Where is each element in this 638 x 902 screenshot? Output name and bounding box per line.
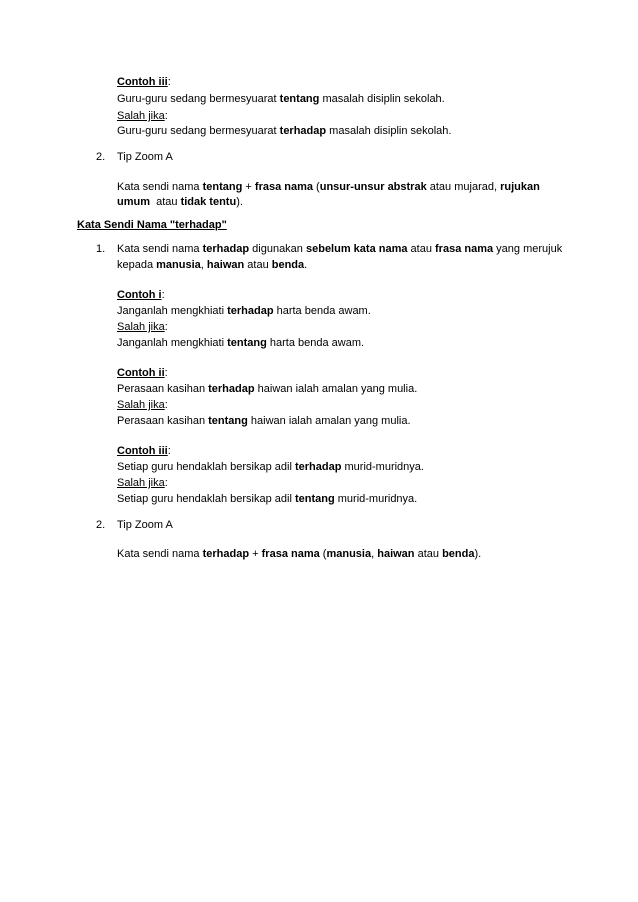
list-number: 2. [96,151,106,163]
example-iii-label-line: Contoh iii: [117,76,171,88]
example-correct-sentence: Janganlah mengkhiati terhadap harta benda awam. [117,305,371,317]
tip-rule-line: Kata sendi nama terhadap + frasa nama (manusia, haiwan atau benda). [117,548,482,560]
rule-line-1: Kata sendi nama terhadap digunakan sebelum kata nama atau frasa nama yang merujuk [117,243,563,255]
wrong-if-label-line: Salah jika: [117,110,168,122]
example-label: Contoh iii [117,76,168,88]
wrong-if-label: Salah jika [117,477,165,489]
example-i-label-line: Contoh i: [117,289,165,301]
list-number: 2. [96,519,106,531]
wrong-if-label: Salah jika [117,321,165,333]
wrong-if-label-line: Salah jika: [117,399,168,411]
list-number: 1. [96,243,106,255]
example-iii-label-line: Contoh iii: [117,445,171,457]
example-label: Contoh iii [117,445,168,457]
section-heading: Kata Sendi Nama "terhadap" [77,219,227,231]
example-wrong-sentence: Guru-guru sedang bermesyuarat terhadap masalah disiplin sekolah. [117,125,452,137]
example-correct-sentence: Perasaan kasihan terhadap haiwan ialah amalan yang mulia. [117,383,418,395]
example-wrong-sentence: Perasaan kasihan tentang haiwan ialah amalan yang mulia. [117,415,411,427]
wrong-if-label: Salah jika [117,399,165,411]
wrong-if-label-line: Salah jika: [117,321,168,333]
wrong-if-label-line: Salah jika: [117,477,168,489]
example-label: Contoh ii [117,367,165,379]
example-label: Contoh i [117,289,162,301]
example-wrong-sentence: Janganlah mengkhiati tentang harta benda awam. [117,337,365,349]
example-wrong-sentence: Setiap guru hendaklah bersikap adil tentang murid-muridnya. [117,493,418,505]
tip-rule-line-2: umum atau tidak tentu). [117,196,243,208]
wrong-if-label: Salah jika [117,110,165,122]
example-ii-label-line: Contoh ii: [117,367,168,379]
tip-rule-line-1: Kata sendi nama tentang + frasa nama (unsur-unsur abstrak atau mujarad, rujukan [117,181,540,193]
example-correct-sentence: Guru-guru sedang bermesyuarat tentang masalah disiplin sekolah. [117,93,445,105]
tip-title: Tip Zoom A [117,151,173,163]
tip-title: Tip Zoom A [117,519,173,531]
example-correct-sentence: Setiap guru hendaklah bersikap adil terhadap murid-muridnya. [117,461,424,473]
rule-line-2: kepada manusia, haiwan atau benda. [117,259,308,271]
